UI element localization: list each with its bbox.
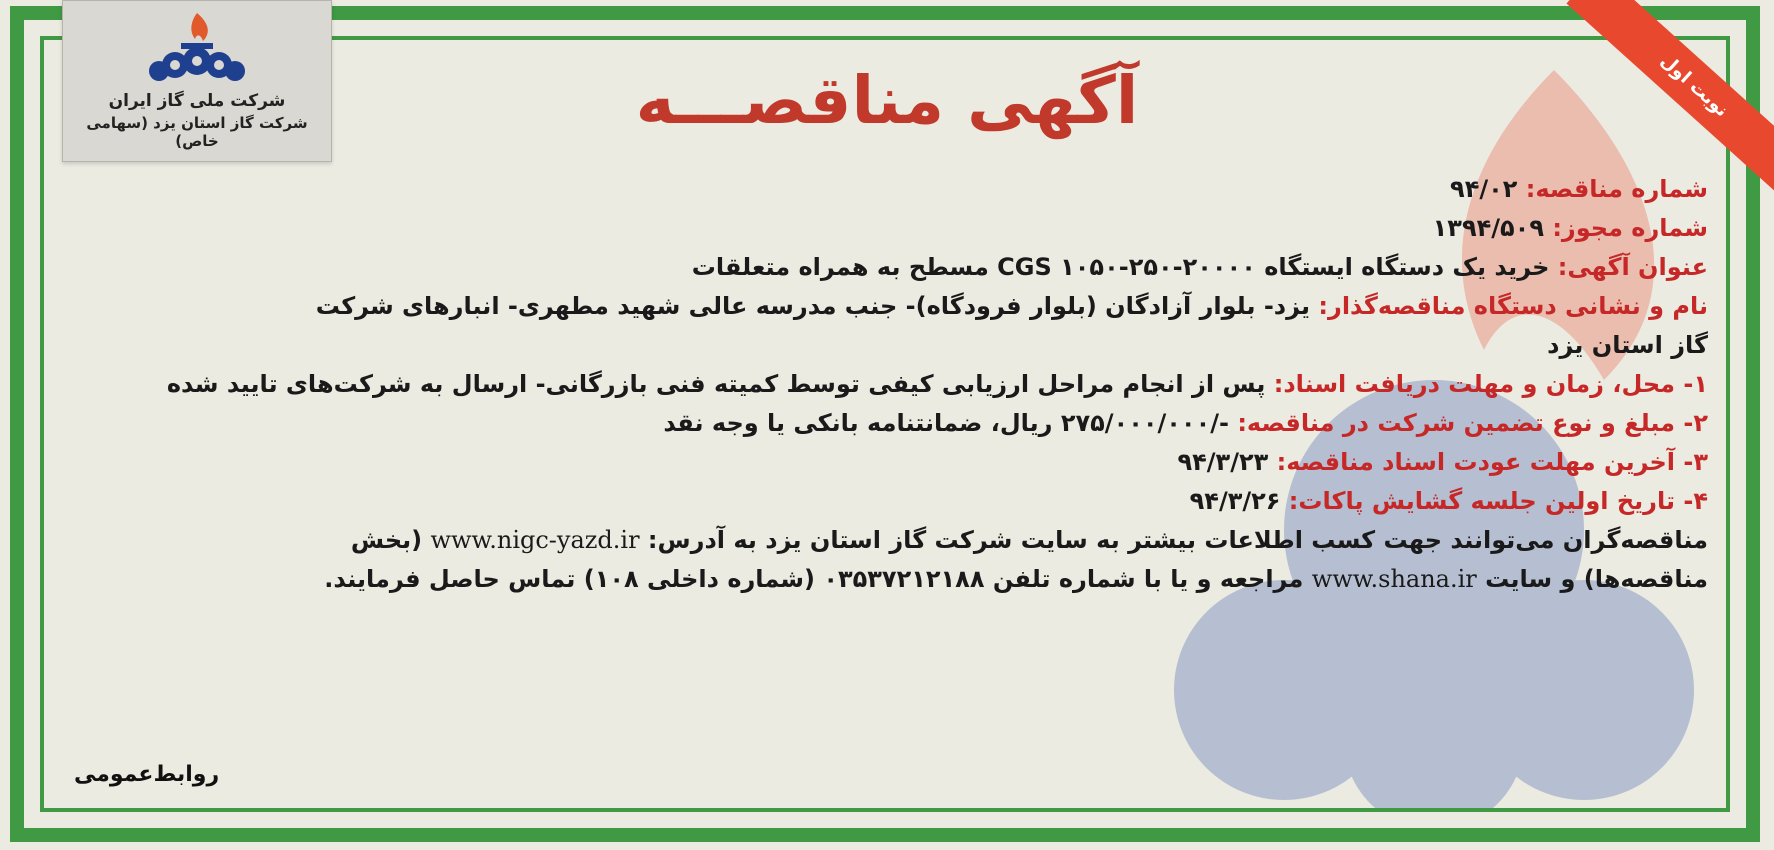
- license-number-value: ۱۳۹۴/۵۰۹: [1432, 214, 1544, 242]
- organizer-value-cont: گاز استان یزد: [1547, 331, 1708, 359]
- footer-line-1: [48, 521, 1708, 560]
- item1-line: [48, 365, 1708, 404]
- item2-value: -/۲۷۵/۰۰۰/۰۰۰ ریال، ضمانتنامه بانکی یا وجه نقد: [663, 409, 1229, 437]
- shana-link[interactable]: www.shana.ir: [1311, 565, 1477, 593]
- footer-text-1: مناقصه‌گران می‌توانند جهت کسب اطلاعات بیشتر به سایت شرکت گاز استان یزد به آدرس:: [647, 526, 1708, 554]
- item4-label: ۴- تاریخ اولین جلسه گشایش پاکات:: [1288, 487, 1708, 515]
- organizer-label: نام و نشانی دستگاه مناقصه‌گذار:: [1318, 292, 1708, 320]
- footer-text-2: مناقصه‌ها) و سایت: [1485, 565, 1708, 593]
- subject-value: خرید یک دستگاه ایستگاه ۲۰۰۰۰-۲۵۰-۱۰۵۰ CGS مسطح به همراه متعلقات: [691, 253, 1550, 281]
- license-number-line: [48, 209, 1708, 248]
- logo-company-name: شرکت ملی گاز ایران: [108, 91, 286, 111]
- item4-value: ۹۴/۳/۲۶: [1189, 487, 1281, 515]
- footer-line-2: [48, 560, 1708, 599]
- item3-line: [48, 443, 1708, 482]
- tender-number-line: [48, 170, 1708, 209]
- item2-label: ۲- مبلغ و نوع تضمین شرکت در مناقصه:: [1237, 409, 1708, 437]
- ad-title: آگهی مناقصـــه: [635, 62, 1139, 139]
- organizer-value: یزد- بلوار آزادگان (بلوار فرودگاه)- جنب مدرسه عالی شهید مطهری- انبارهای شرکت: [315, 292, 1311, 320]
- nigc-yazd-link[interactable]: www.nigc-yazd.ir: [430, 526, 640, 554]
- item1-label: ۱- محل، زمان و مهلت دریافت اسناد:: [1273, 370, 1708, 398]
- first-publication-badge: نوبت اول: [1566, 0, 1774, 204]
- subject-line: [48, 248, 1708, 287]
- organizer-line: [48, 287, 1708, 326]
- ad-body: [48, 170, 1708, 599]
- item3-value: ۹۴/۳/۲۳: [1177, 448, 1269, 476]
- footer-text-1b: (بخش: [350, 526, 423, 554]
- footer-text-2b: مراجعه و یا با شماره تلفن ۰۳۵۳۷۲۱۲۱۸۸ (شماره داخلی ۱۰۸) تماس حاصل فرمایند.: [324, 565, 1304, 593]
- item2-line: [48, 404, 1708, 443]
- public-relations-signature: روابط‌عمومی: [74, 762, 220, 787]
- logo-subsidiary-name: شرکت گاز استان یزد (سهامی خاص): [86, 114, 308, 150]
- item3-label: ۳- آخرین مهلت عودت اسناد مناقصه:: [1276, 448, 1708, 476]
- item1-value: پس از انجام مراحل ارزیابی کیفی توسط کمیته فنی بازرگانی- ارسال به شرکت‌های تایید شده: [166, 370, 1266, 398]
- tender-number-value: ۹۴/۰۲: [1450, 175, 1518, 203]
- organizer-line-cont: [48, 326, 1708, 365]
- license-number-label: شماره مجوز:: [1552, 214, 1708, 242]
- subject-label: عنوان آگهی:: [1557, 253, 1708, 281]
- item4-line: [48, 482, 1708, 521]
- tender-number-label: شماره مناقصه:: [1525, 175, 1708, 203]
